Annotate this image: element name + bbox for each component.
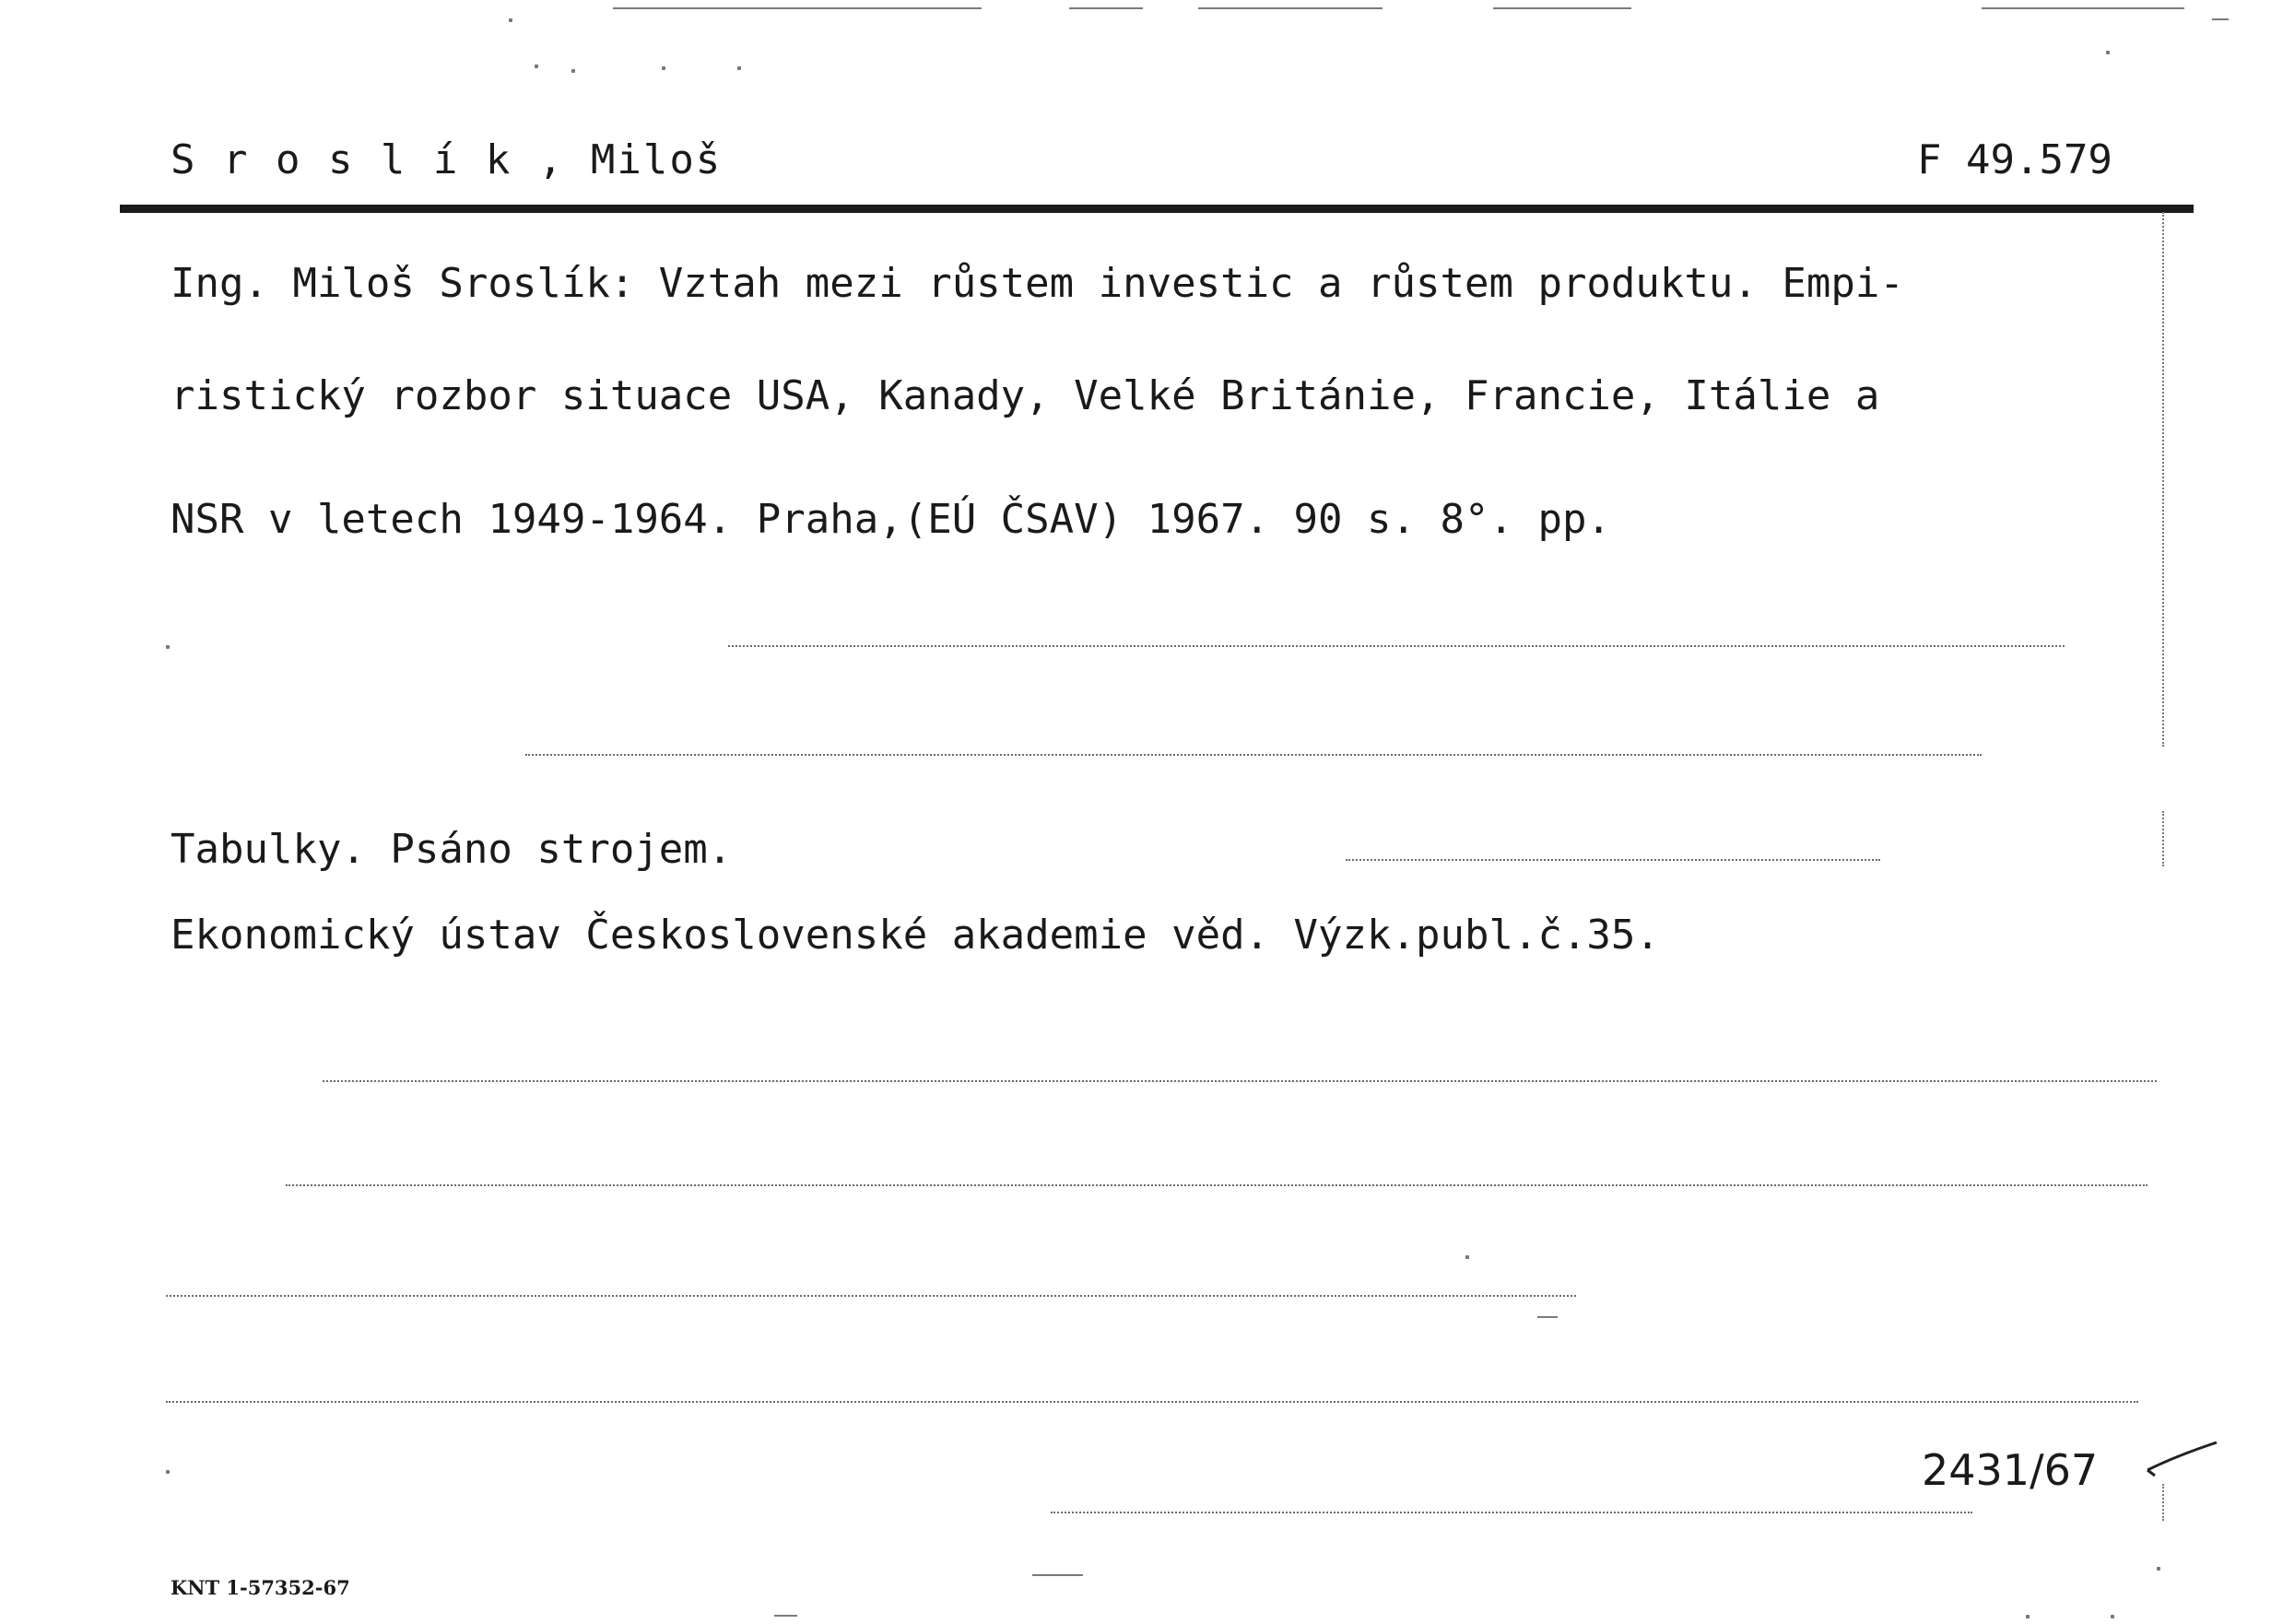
top-edge-mark [1982, 7, 2184, 9]
right-margin-dots [2162, 811, 2164, 866]
bottom-edge-mark [774, 1615, 797, 1617]
heading-rule [120, 205, 2194, 213]
stray-mark [2111, 1615, 2114, 1618]
note-line-2: Ekonomický ústav Československé akademie věd. Výzk.publ.č.35. [171, 912, 1660, 959]
stray-mark [2157, 1567, 2160, 1571]
card-ruled-line [166, 1295, 1576, 1297]
check-mark-icon [2138, 1433, 2221, 1479]
top-edge-mark [1069, 7, 1143, 9]
stray-mark [662, 66, 665, 70]
stray-mark [1537, 1316, 1558, 1318]
top-edge-mark [2212, 18, 2229, 20]
stray-mark [166, 1470, 170, 1474]
card-ruled-line [1346, 859, 1880, 861]
card-ruled-line [323, 1080, 2157, 1082]
stray-mark [571, 69, 575, 73]
card-ruled-line [166, 1401, 2138, 1403]
bottom-edge-mark [1032, 1574, 1083, 1576]
right-margin-dots [2162, 212, 2164, 747]
stray-mark [535, 65, 538, 68]
card-ruled-line [728, 645, 2065, 647]
card-ruled-line [286, 1184, 2147, 1186]
stray-mark [509, 18, 512, 22]
top-edge-mark [1198, 7, 1383, 9]
stray-mark [737, 66, 741, 70]
printer-mark: KNT 1-57352-67 [171, 1576, 350, 1599]
stray-mark [1465, 1255, 1469, 1259]
stray-mark [2106, 51, 2110, 54]
body-line-2: ristický rozbor situace USA, Kanady, Velké Británie, Francie, Itálie a [171, 372, 1880, 419]
note-line-1: Tabulky. Psáno strojem. [171, 826, 733, 873]
body-line-3: NSR v letech 1949-1964. Praha,(EÚ ČSAV) 1967. 90 s. 8°. pp. [171, 496, 1611, 543]
accession-number: 2431/67 [1922, 1445, 2099, 1495]
card-ruled-line [1051, 1512, 1972, 1513]
card-ruled-line [525, 754, 1982, 756]
right-margin-dots [2162, 1484, 2164, 1521]
call-number: F 49.579 [1917, 136, 2112, 183]
stray-mark [2026, 1615, 2030, 1618]
heading-author-name: S r o s l í k , Miloš [171, 136, 723, 183]
stray-mark [166, 645, 170, 649]
top-edge-mark [1493, 7, 1631, 9]
body-line-1: Ing. Miloš Sroslík: Vztah mezi růstem investic a růstem produktu. Empi- [171, 260, 1904, 307]
top-edge-mark [613, 7, 982, 9]
